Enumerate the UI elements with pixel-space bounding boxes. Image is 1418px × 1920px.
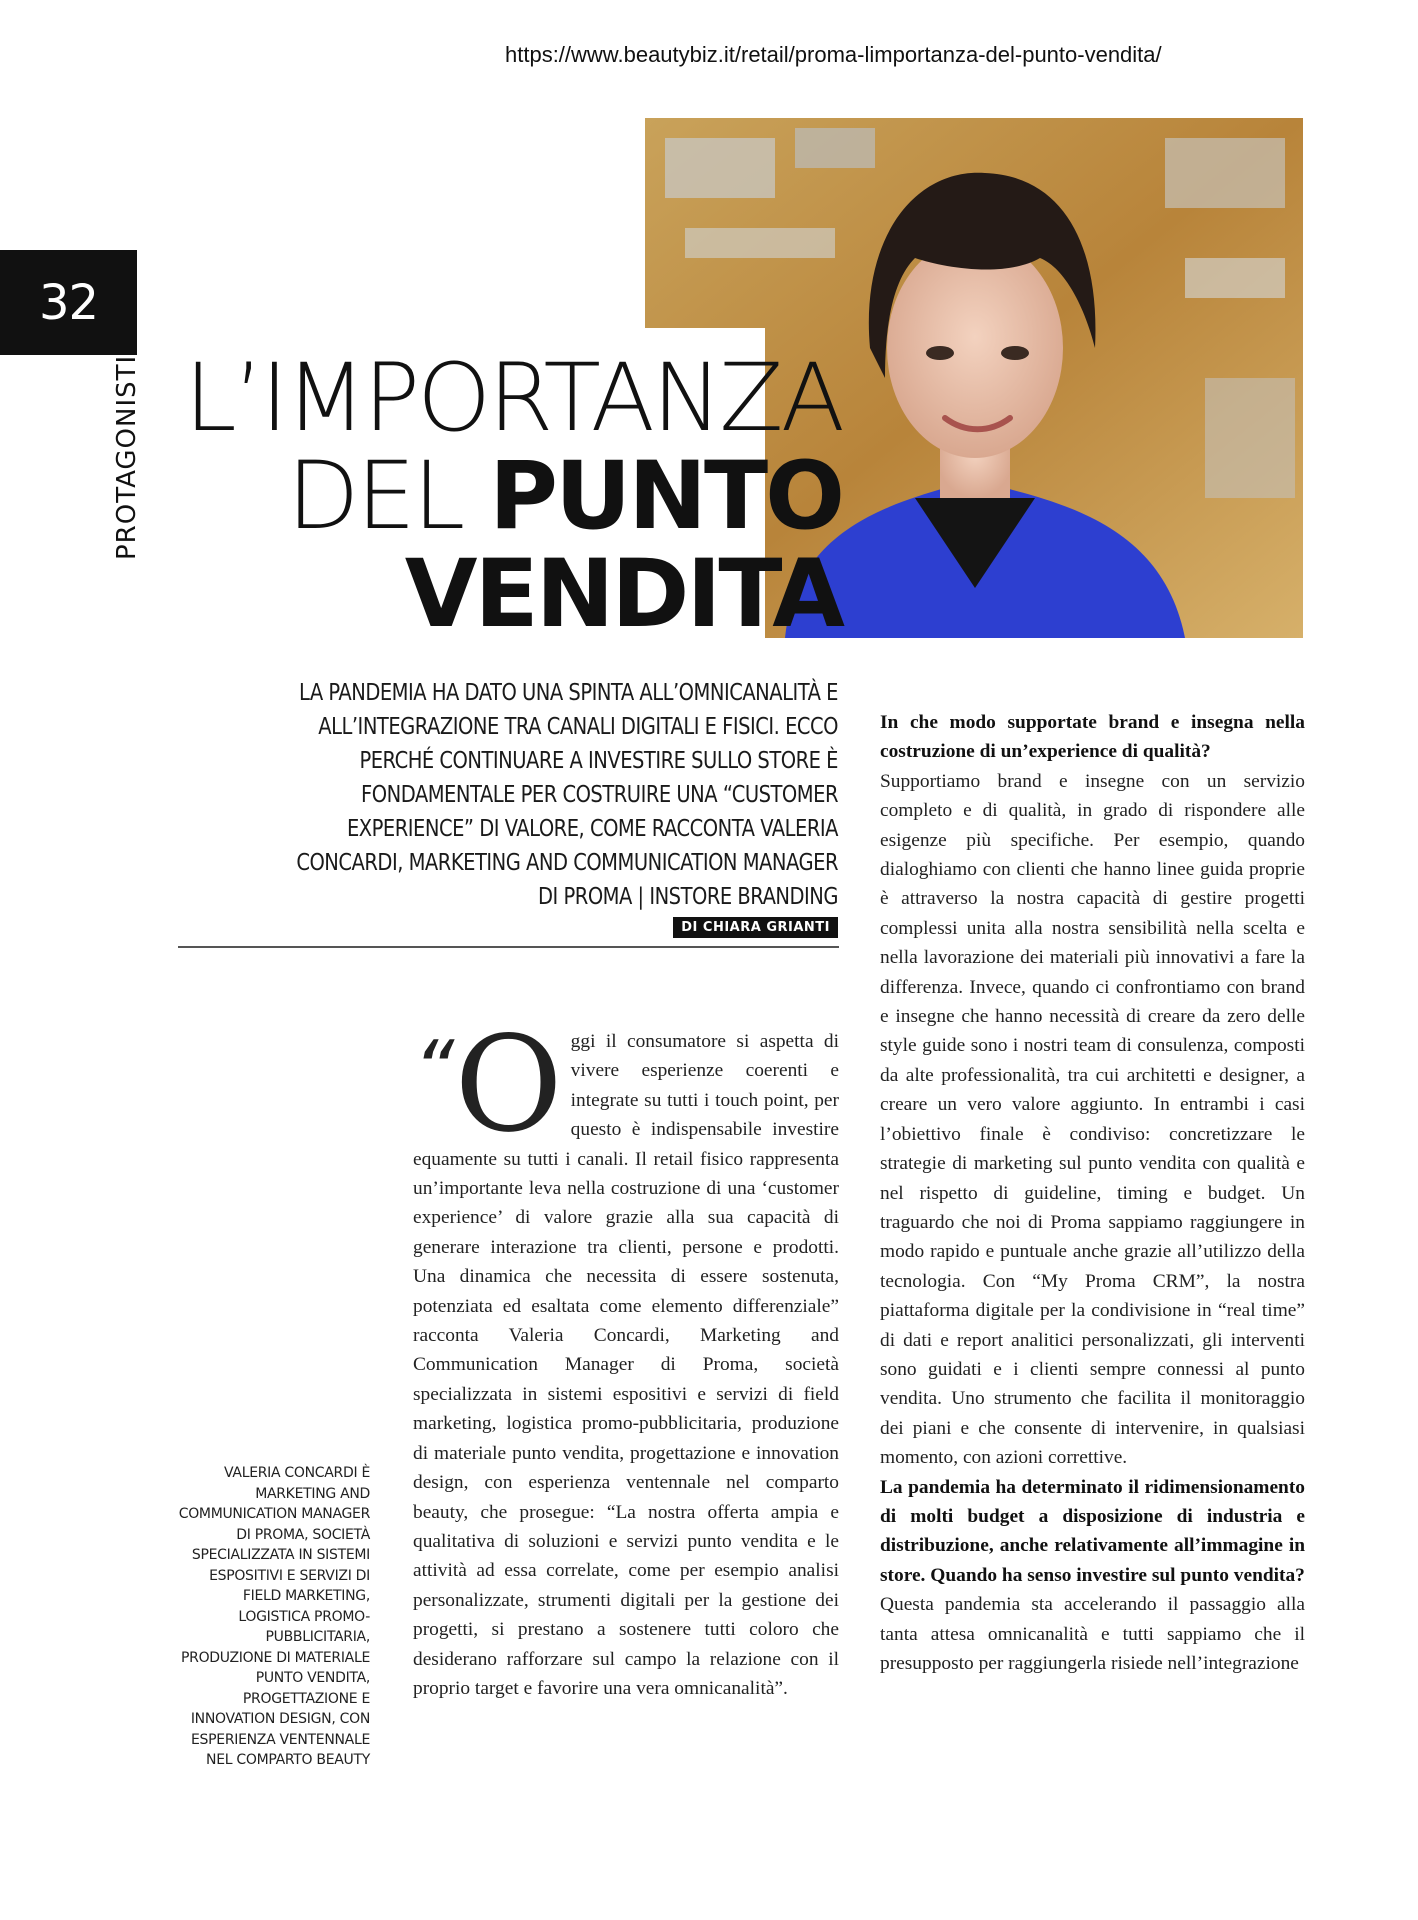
article-column-left: [413, 1008, 839, 1703]
title-line-2-bold: PUNTO: [489, 442, 842, 551]
article-title: [150, 344, 842, 649]
title-line-2-thin: DEL: [287, 442, 490, 551]
source-url[interactable]: https://www.beautybiz.it/retail/proma-limportanza-del-punto-vendita/: [505, 42, 1162, 67]
section-label: PROTAGONISTI: [112, 354, 142, 560]
title-line-3: VENDITA: [404, 540, 842, 649]
article-column-right: [880, 708, 1305, 1678]
article-lead: LA PANDEMIA HA DATO UNA SPINTA ALL’OMNICANALITÀ E ALL’INTEGRAZIONE TRA CANALI DIGITALI E FISICI. ECCO PERCHÉ CONTINUARE A INVESTIRE SULLO STORE È FONDAMENTALE PER COSTRUIRE UNA “CUSTOMER EXPERIENCE” DI VALORE, COME RACCONTA VALERIA CONCARDI, MARKETING AND COMMUNICATION MANAGER DI PROMA | INSTORE BRANDING: [296, 678, 838, 910]
answer-1: Supportiamo brand e insegne con un servizio completo e di qualità, in grado di rispondere alle esigenze più specifiche. Per esempio, quando dialoghiamo con clienti che hanno linee guida proprie è attraverso la nostra capacità di gestire progetti complessi unita alla nostra sensibilità nella scelta e nella lavorazione dei materiali più innovativi a fare la differenza. Invece, quando ci confrontiamo con brand e insegne che hanno necessità di creare da zero delle style guide sono i nostri team di consulenza, composti da alte professionalità, tra cui architetti e designer, a creare un vero valore aggiunto. In entrambi i casi l’obiettivo finale è condiviso: concretizzare le strategie di marketing sul punto vendita con qualità e nel rispetto di guideline, timing e budget. Un traguardo che noi di Proma sappiamo raggiungere in modo rapido e puntuale anche grazie all’utilizzo della tecnologia. Con “My Proma CRM”, la nostra piattaforma digitale per la condivisione in “real time” di dati e report analitici personalizzati, gli interventi sono guidati e i clienti sempre connessi al punto vendita. Uno strumento che facilita il monitoraggio dei piani e che consente di intervenire, in qualsiasi momento, con azioni correttive.: [880, 770, 1305, 1469]
dropcap: [413, 1008, 563, 1162]
intro-paragraph: ggi il consumatore si aspetta di vivere esperienze coerenti e integrate su tutti i touch point, per questo è indispensabile investire equamente su tutti i canali. Il retail fisico rappresenta un’importante leva nella costruzione di una ‘customer experience’ di valore grazie alla sua capacità di generare interazione tra clienti, persone e prodotti. Una dinamica che necessita di essere sostenuta, potenziata ed esaltata come elemento differenziale” racconta Valeria Concardi, Marketing and Communication Manager di Proma, società specializzata in sistemi espositivi e servizi di field marketing, logistica promo-pubblicitaria, produzione di materiale punto vendita, progettazione e innovation design, con esperienza ventennale nel comparto beauty, che prosegue: “La nostra offerta ampia e qualitativa di soluzioni e servizi punto vendita e le attività ad essa correlate, come per esempio analisi personalizzate, strumenti digitali per la gestione dei progetti, si prestano a sostenere tutti coloro che desiderano rafforzare sul campo la relazione con il proprio target e favorire una vera omnicanalità”.: [413, 1031, 839, 1699]
dropcap-quote: “: [413, 1024, 455, 1117]
answer-2: Questa pandemia sta accelerando il passaggio alla tanta attesa omnicanalità e tutti sappiamo che il presupposto per raggiungerla risiede nell’integrazione: [880, 1594, 1305, 1674]
photo-caption: VALERIA CONCARDI È MARKETING AND COMMUNICATION MANAGER DI PROMA, SOCIETÀ SPECIALIZZATA IN SISTEMI ESPOSITIVI E SERVIZI DI FIELD MARKETING, LOGISTICA PROMO-PUBBLICITARIA, PRODUZIONE DI MATERIALE PUNTO VENDITA, PROGETTAZIONE E INNOVATION DESIGN, CON ESPERIENZA VENTENNALE NEL COMPARTO BEAUTY: [178, 1465, 370, 1768]
title-line-1: L’IMPORTANZA: [184, 344, 842, 453]
page-number: 32: [0, 250, 137, 355]
title-line-2: [150, 442, 842, 551]
divider: [178, 946, 839, 948]
question-1: In che modo supportate brand e insegna nella costruzione di un’experience di qualità?: [880, 712, 1305, 763]
byline: DI CHIARA GRIANTI: [673, 917, 838, 938]
dropcap-letter: O: [454, 1008, 563, 1162]
question-2: La pandemia ha determinato il ridimensionamento di molti budget a disposizione di industria e distribuzione, anche relativamente all’immagine in store. Quando ha senso investire sul punto vendita?: [880, 1476, 1305, 1586]
